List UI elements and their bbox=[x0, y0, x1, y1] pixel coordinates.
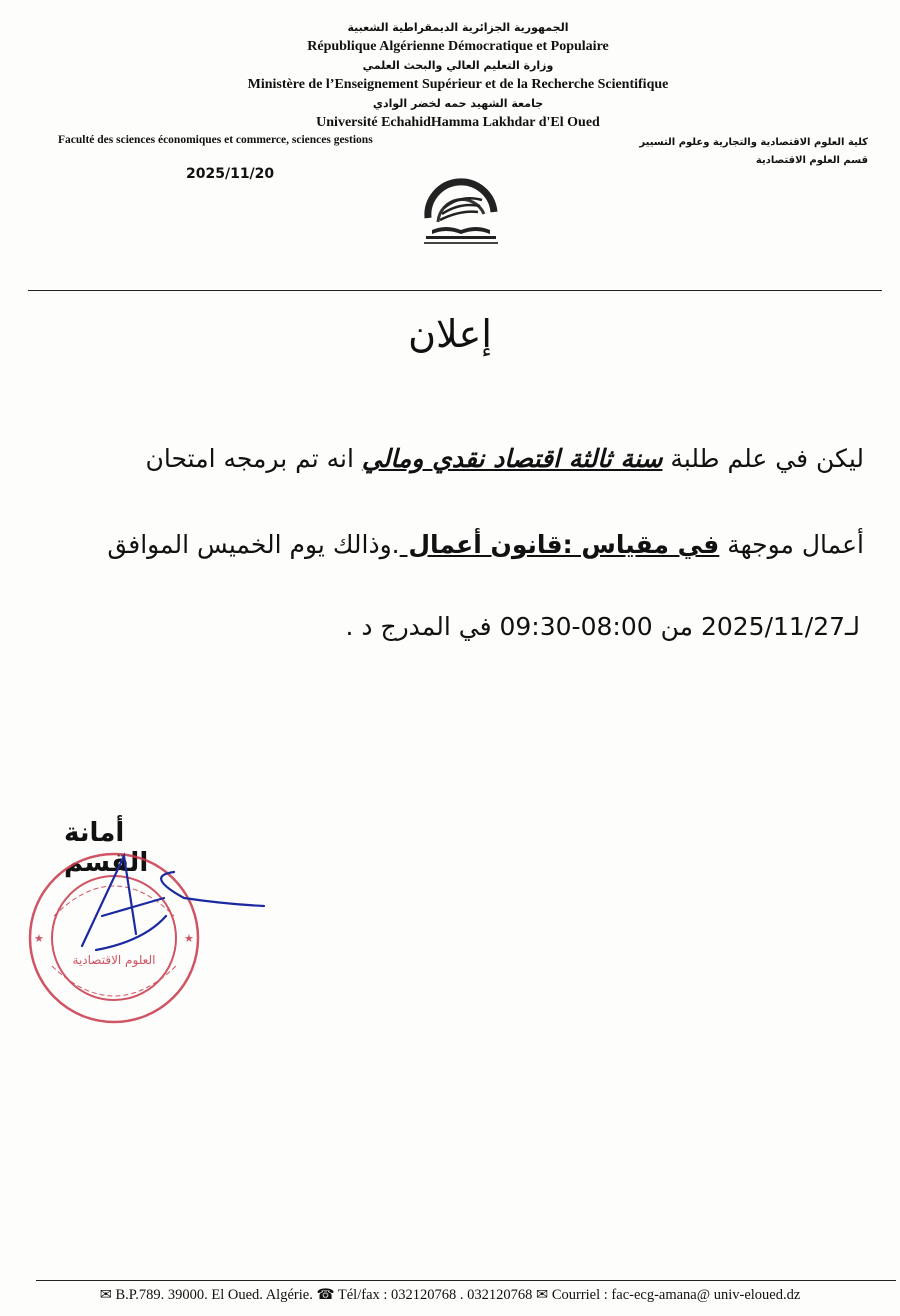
faculty-ar-block bbox=[568, 134, 868, 170]
svg-text:★: ★ bbox=[184, 932, 194, 945]
subject-name: في مقياس :قانون أعمال bbox=[399, 530, 720, 559]
stamp-text: العلوم الاقتصادية bbox=[72, 953, 156, 967]
phone-icon: ☎ bbox=[316, 1287, 335, 1303]
university-fr: Université EchahidHamma Lakhdar d'El Oued bbox=[316, 115, 600, 130]
footer-email: Courriel : fac-ecg-amana@ univ-eloued.dz bbox=[551, 1287, 801, 1303]
republic-fr: République Algérienne Démocratique et Populaire bbox=[307, 39, 609, 54]
faculty-ar: كلية العلوم الاقتصادية والتجارية وعلوم التسيير bbox=[639, 137, 868, 148]
document-date: 2025/11/20 bbox=[186, 166, 275, 182]
line2-post: .وذالك يوم الخميس الموافق bbox=[107, 530, 400, 559]
email-icon: ✉ bbox=[536, 1287, 549, 1303]
stamp-signature-icon bbox=[24, 846, 274, 1028]
ministry-fr: Ministère de l’Enseignement Supérieur et de la Recherche Scientifique bbox=[247, 77, 669, 92]
ministry-ar: وزارة التعليم العالي والبحث العلمي bbox=[362, 59, 554, 72]
header-divider bbox=[28, 290, 882, 291]
signature-title: أمانة القسم bbox=[64, 818, 149, 878]
faculty-fr: Faculté des sciences économiques et commerce, sciences gestions bbox=[58, 134, 373, 146]
line1-post: انه تم برمجه امتحان bbox=[145, 444, 362, 473]
footer-phone: Tél/fax : 032120768 . 032120768 bbox=[337, 1287, 533, 1303]
footer-address: B.P.789. 39000. El Oued. Algérie. bbox=[115, 1287, 313, 1303]
announcement-line-3: لـ2025/11/27 من 08:00-09:30 في المدرج د . bbox=[345, 612, 860, 641]
university-ar: جامعة الشهيد حمه لخضر الوادي bbox=[372, 97, 544, 110]
department-ar: قسم العلوم الاقتصادية bbox=[755, 155, 868, 166]
footer-contact bbox=[0, 1287, 900, 1304]
footer-divider bbox=[36, 1280, 896, 1281]
svg-text:★: ★ bbox=[34, 932, 44, 945]
line1-pre: ليكن في علم طلبة bbox=[662, 444, 864, 473]
announcement-title: إعلان bbox=[408, 312, 492, 356]
university-logo-icon bbox=[418, 172, 504, 252]
mail-icon: ✉ bbox=[99, 1287, 112, 1303]
institution-header bbox=[150, 18, 766, 132]
announcement-line-1 bbox=[34, 444, 864, 473]
announcement-line-2 bbox=[34, 530, 864, 559]
line2-pre: أعمال موجهة bbox=[719, 530, 864, 559]
student-level: سنة ثالثة اقتصاد نقدي ومالي bbox=[361, 444, 663, 473]
republic-ar: الجمهورية الجزائرية الديمقراطية الشعبية bbox=[347, 21, 569, 34]
